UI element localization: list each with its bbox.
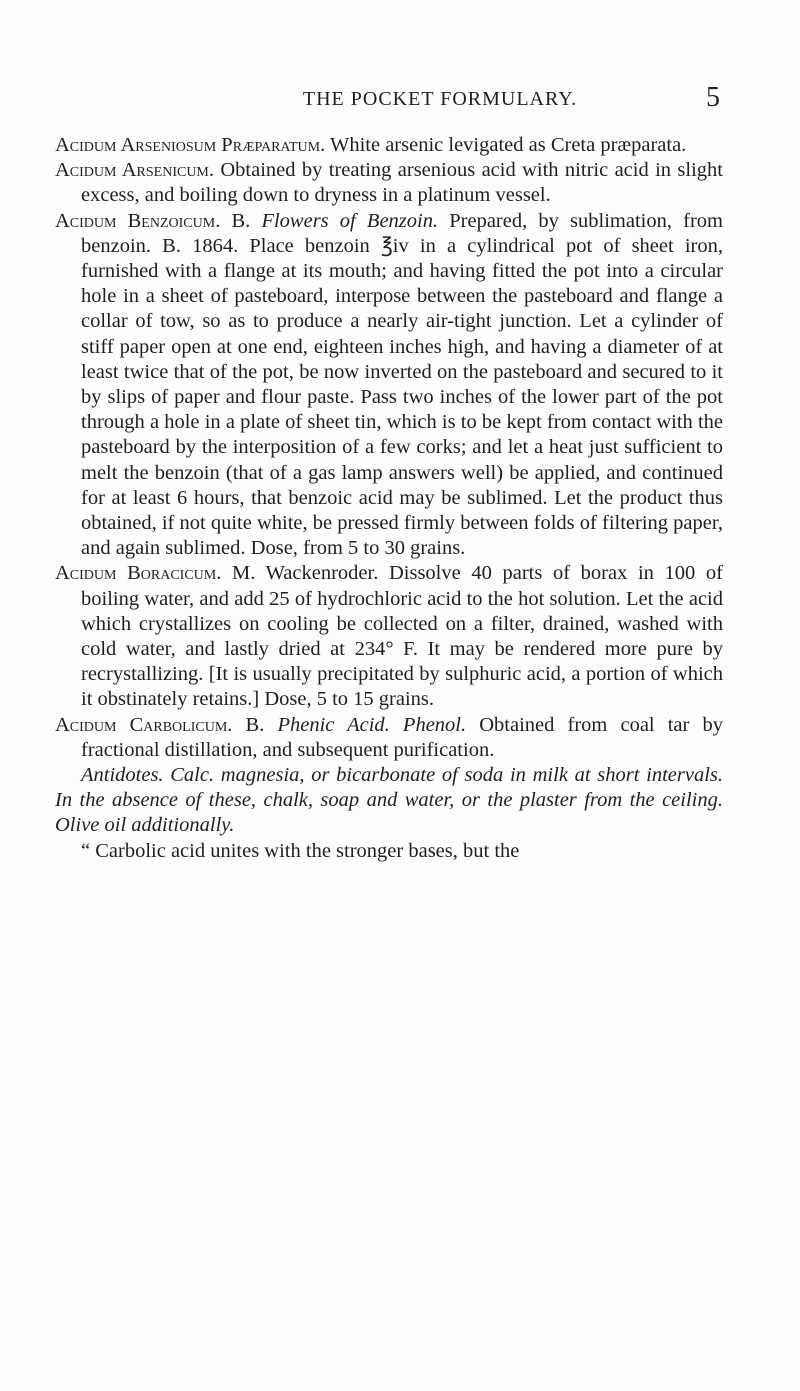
entry-acidum-carbolicum: [55, 713, 723, 763]
entry-common-name: Flowers of Benzoin.: [261, 209, 439, 232]
entry-text: M. Wackenroder. Dissolve 40 parts of borax in 100 of boiling water, and add 25 of hydrochloric acid to the hot solution. Let the acid which crystallizes on cooling be collected on a filter, drained, washed with cold water, and lastly dried at 234° F. It may be rendered more pure by recrystallizing. [It is usually precipitated by sulphuric acid, a portion of which it obstinately retains.] Dose, 5 to 15 grains.: [81, 562, 723, 711]
entry-text: Obtained from coal tar by fractional distillation, and subsequent purification.: [81, 713, 723, 761]
entry-acidum-arseniosum-praeparatum: [55, 133, 723, 158]
entry-text: Obtained by treating arsenious acid with nitric acid in slight excess, and boiling down to dryness in a platinum vessel.: [81, 159, 723, 207]
entry-term: Acidum Arseniosum Præparatum.: [55, 134, 326, 156]
entry-acidum-boracicum: [55, 561, 723, 712]
entry-term: Acidum Arsenicum.: [55, 159, 214, 182]
entry-term: Acidum Benzoicum.: [55, 209, 221, 232]
page-number: 5: [706, 82, 720, 113]
page-header: [160, 82, 720, 118]
entry-text: Prepared, by sublimation, from benzoin. B. 1864. Place benzoin ℥iv in a cylindrical pot of sheet iron, furnished with a flange at its mouth; and having fitted the pot into a circular hole in a sheet of pasteboard, interpose between the pasteboard and flange a collar of tow, so as to produce a nearly air-tight junction. Let a cylinder of stiff paper open at one end, eighteen inches high, and having a diameter of at least twice that of the pot, be now inverted on the pasteboard and secured to it by slips of paper and flour paste. Pass two inches of the lower part of the pot through a hole in a plate of sheet tin, which is to be kept from contact with the pasteboard by the interposition of a few corks; and let a heat just sufficient to melt the benzoin (that of a gas lamp answers well) be applied, and continued for at least 6 hours, that benzoic acid may be sublimed. Let the product thus obtained, if not quite white, be pressed firmly between folds of filtering paper, and again sublimed. Dose, from 5 to 30 grains.: [81, 209, 723, 560]
entry-term: Acidum Carbolicum.: [55, 713, 233, 736]
entry-text: White arsenic levigated as Creta præparata.: [325, 134, 687, 156]
entry-authority: B.: [220, 209, 262, 232]
antidotes-paragraph: Antidotes. Calc. magnesia, or bicarbonate of soda in milk at short intervals. In the absence of these, chalk, soap and water, or the plaster from the ceiling. Olive oil additionally.: [55, 764, 723, 837]
entry-common-name: Phenic Acid. Phenol.: [277, 713, 467, 736]
entry-acidum-benzoicum: [55, 209, 723, 562]
entry-acidum-arsenicum: [55, 158, 723, 208]
entry-term: Acidum Boracicum.: [55, 562, 222, 585]
running-head: THE POCKET FORMULARY.: [302, 88, 578, 110]
page-body: [55, 133, 723, 864]
quotation-paragraph: “ Carbolic acid unites with the stronger bases, but the: [81, 839, 520, 862]
entry-authority: B.: [232, 713, 278, 736]
